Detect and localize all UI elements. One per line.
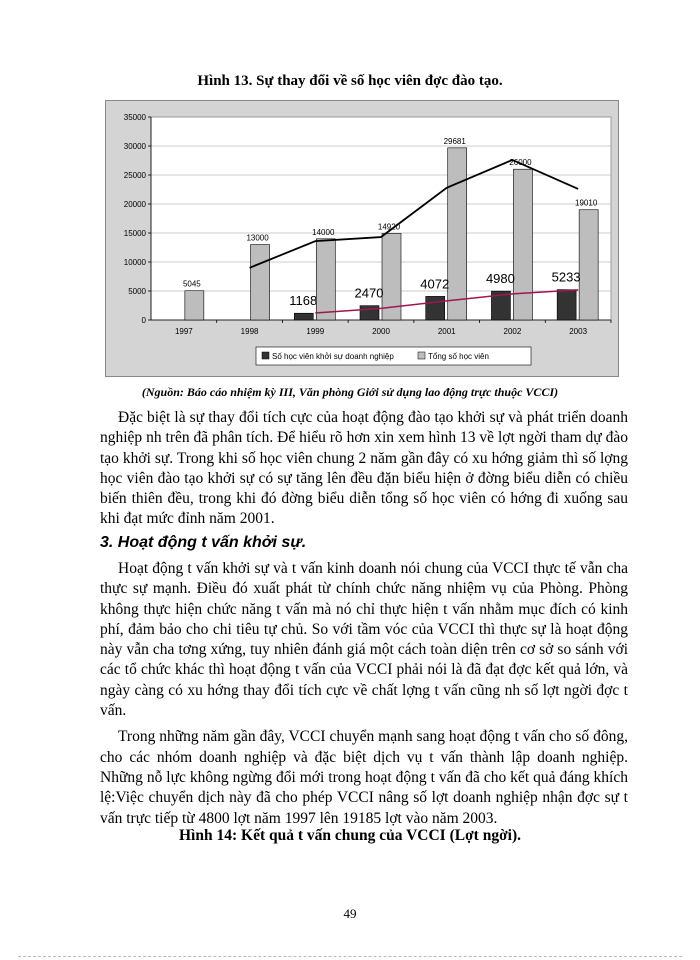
x-tick-label: 2001 xyxy=(437,327,456,336)
bar-total-learners xyxy=(316,239,335,320)
legend-swatch-total xyxy=(418,352,425,359)
bar-chart xyxy=(106,101,618,376)
data-label-total: 5045 xyxy=(182,279,201,289)
data-label-total: 13000 xyxy=(246,233,269,243)
bar-total-learners xyxy=(513,169,532,320)
x-tick-label: 2000 xyxy=(372,327,390,336)
legend-swatch-startup xyxy=(262,352,269,359)
x-tick-label: 2003 xyxy=(569,327,588,336)
y-tick-label: 25000 xyxy=(123,171,146,180)
paragraph-1: Đặc biệt là sự thay đổi tích cực của hoạt động đào tạo khởi sự và phát triển doanh nghiệp nh trên đã phân tích. Để hiểu rõ hơn xin xem hình 13 về lợt ngời tham dự đào tạo khởi sự. Trong khi số học viên chung 2 năm gần đây có xu hớng giảm thì số lợng học viên đào tạo khởi sự có sự tăng lên đều đặn biểu hiện ở đờng biểu diễn có chiều biến thiên đều, trong khi đó đờng biểu diễn tổng số học viên có hớng đi xuống sau khi đạt mức đỉnh năm 2001. xyxy=(100,409,628,528)
x-tick-label: 1997 xyxy=(174,327,193,336)
y-tick-label: 10000 xyxy=(123,258,146,267)
legend-label-total: Tổng số học viên xyxy=(428,352,489,361)
page-number: 49 xyxy=(343,906,357,921)
bar-total-learners xyxy=(448,148,467,320)
figure-13-title: Hình 13. Sự thay đổi về số học viên đợc đào tạo. xyxy=(197,73,503,89)
chart-frame xyxy=(105,100,619,377)
y-tick-label: 20000 xyxy=(123,200,146,209)
paragraph-3: Trong những năm gần đây, VCCI chuyển mạnh sang hoạt động t vấn cho số đông, cho các nhóm doanh nghiệp và đặc biệt dịch vụ t vấn thành lập doanh nghiệp. Những nỗ lực không ngừng đổi mới trong hoạt động t vấn đã cho kết quả đáng khích lệ:Việc chuyển dịch này đã cho phép VCCI nâng số lợt doanh nghiệp nhận đợc sự t vấn trực tiếp từ 4800 lợt năm 1997 lên 19185 lợt vào năm 2003. xyxy=(100,728,628,827)
y-tick-label: 30000 xyxy=(123,142,146,151)
x-tick-label: 1998 xyxy=(240,327,259,336)
bar-startup-learners xyxy=(360,306,379,320)
figure-14-title: Hình 14: Kết quả t vấn chung của VCCI (Lợt ngời). xyxy=(179,827,521,844)
data-label-total: 19010 xyxy=(575,198,598,208)
legend-label-startup: Số học viên khởi sự doanh nghiệp xyxy=(272,352,394,361)
data-label-startup: 4980 xyxy=(485,271,515,287)
data-label-total: 26000 xyxy=(509,158,532,168)
bar-startup-learners xyxy=(426,296,445,320)
data-label-total: 14000 xyxy=(312,227,335,237)
data-label-total: 14920 xyxy=(377,222,401,232)
x-tick-label: 1999 xyxy=(306,327,325,336)
y-tick-label: 35000 xyxy=(123,113,146,122)
body-text-2 xyxy=(100,559,628,835)
paragraph-2: Hoạt động t vấn khởi sự và t vấn kinh doanh nói chung của VCCI thực tế vẫn cha thực sự mạnh. Điều đó xuất phát từ chính chức năng nhiệm vụ của Phòng. Phòng không thực hiện chức năng t vấn mà nó chỉ thực hiện t vấn nhằm mục đích có kinh phí, đảm bảo cho chi tiêu tự chủ. So với tầm vóc của VCCI thì thực sự là hoạt động này vẫn cha tơng xứng, tuy nhiên đánh giá một cách toàn diện trên cơ sở so sánh với các tổ chức khác thì hoạt động t vấn của VCCI phải nói là đã đạt đợc kết quả lớn, và ngày càng có xu hớng thay đổi tích cực về chất lợng t vấn cũng nh số lợt ngời đợc t vấn. xyxy=(100,560,628,720)
data-label-startup: 4072 xyxy=(420,276,450,292)
body-text-1 xyxy=(100,408,628,536)
y-tick-label: 0 xyxy=(141,316,146,325)
data-label-startup: 5233 xyxy=(551,269,581,285)
bar-total-learners xyxy=(579,210,598,320)
data-label-startup: 1168 xyxy=(289,293,318,309)
source-note: (Nguồn: Báo cáo nhiệm kỳ III, Văn phòng Giới sử dụng lao động trực thuộc VCCI) xyxy=(141,385,559,399)
page-bottom-rule xyxy=(18,956,682,957)
bar-startup-learners xyxy=(294,313,313,320)
data-label-total: 29681 xyxy=(443,136,466,146)
bar-total-learners xyxy=(251,245,270,320)
bar-startup-learners xyxy=(557,290,576,320)
x-tick-label: 2002 xyxy=(503,327,522,336)
y-tick-label: 15000 xyxy=(123,229,146,238)
bar-total-learners xyxy=(185,291,204,320)
data-label-startup: 2470 xyxy=(354,285,384,301)
section-heading: 3. Hoạt động t vấn khởi sự. xyxy=(100,534,307,551)
y-tick-label: 5000 xyxy=(128,287,146,296)
